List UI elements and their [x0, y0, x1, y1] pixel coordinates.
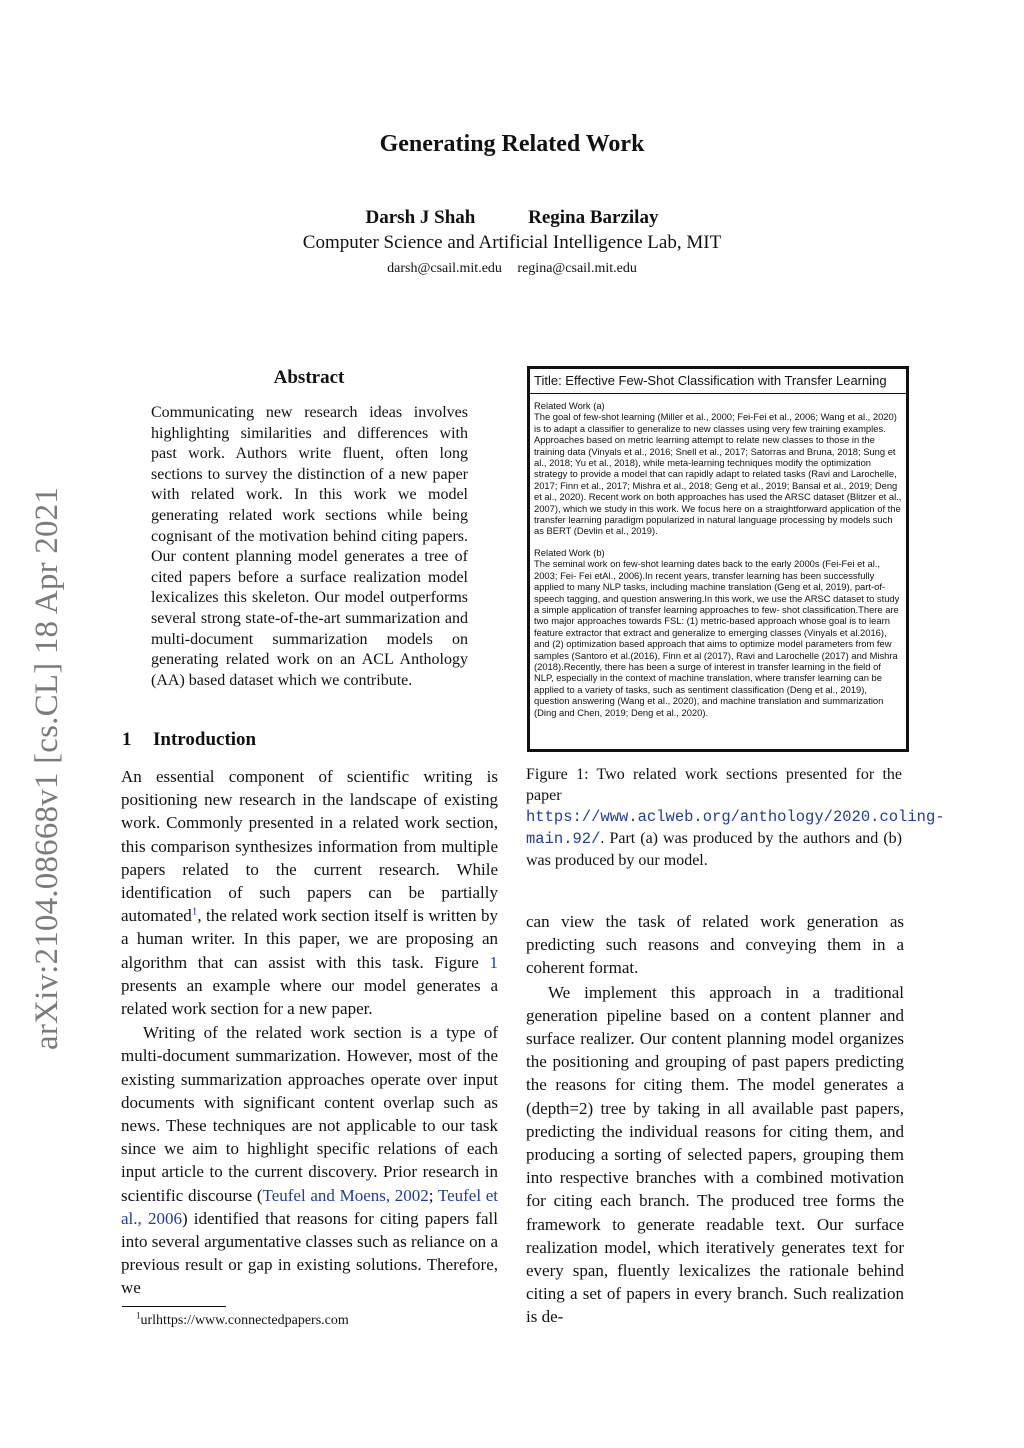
related-work-a-label: Related Work (a): [534, 400, 605, 411]
author-email: darsh@csail.mit.edu: [387, 261, 502, 276]
author-email: regina@csail.mit.edu: [517, 261, 637, 276]
paragraph: We implement this approach in a traditional generation pipeline based on a content planner and surface realizer. Our content planning model organizes the positioning and grouping of past papers predicting the reasons for citing them. The model generates a (depth=2) tree by taking in all available past papers, predicting the individual reasons for citing them, and producing a sorting of selected papers, grouping them into respective branches with a combined motivation for citing each branch. The produced tree forms the framework to generate readable text. Our surface realization model, which iteratively generates text for every span, fluently lexicalizes the rationale behind citing a set of papers in every branch. Such realization is de-: [526, 982, 904, 1327]
arxiv-identifier: arXiv:2104.08668v1 [cs.CL] 18 Apr 2021: [29, 486, 65, 1050]
figure-reference-link[interactable]: 1: [489, 952, 498, 972]
paper-title: Generating Related Work: [379, 131, 645, 157]
figure-1-caption: [526, 764, 945, 871]
text-span: , the related work section itself is written by a human writer. In this paper, we are proposing an algorithm that can assist with this task. Figure: [121, 906, 498, 972]
text-span: An essential component of scientific writing is positioning new research in the landscape of existing work. Commonly presented in a related work section, this comparison synthesizes information from multiple papers related to the current research. While identification of such papers can be partially automated: [121, 767, 498, 926]
paragraph: [121, 1021, 498, 1299]
related-work-b-label: Related Work (b): [534, 546, 605, 558]
section-title: Introduction: [153, 729, 257, 750]
author-name: Darsh J Shah: [365, 207, 476, 228]
text-span: ) identified that reasons for citing papers fall into several argumentative classes such as reliance on a previous result or gap in existing solutions. Therefore, we: [121, 1208, 498, 1298]
footnote-mark: 1: [136, 1310, 141, 1321]
left-column-body: [121, 765, 498, 1300]
paragraph: [121, 765, 498, 1020]
author-emails: [0, 261, 1024, 277]
section-heading: [122, 729, 256, 751]
paragraph: can view the task of related work generation as predicting such reasons and conveying them in a coherent format.: [526, 912, 904, 978]
text-span: presents an example where our model generates a related work section for a new paper.: [121, 975, 498, 1019]
footnote-rule: [122, 1306, 226, 1307]
abstract-heading: Abstract: [273, 367, 345, 388]
footnote: [136, 1310, 349, 1329]
text-span: Writing of the related work section is a type of multi-document summarization. However, most of the existing summarization approaches operate over input documents with significant content overlap such as news. These techniques are not applicable to our task since we aim to highlight specific relations of each input article to the current discovery. Prior research in scientific discourse (: [121, 1023, 498, 1205]
caption-text: Figure 1: Two related work sections presented for the paper: [526, 766, 902, 804]
related-work-b-text: The seminal work on few-shot learning dates back to the early 2000s (Fei-Fei et al., 2003; Fei- Fei etAl., 2006).In recent years, transfer learning has been successfully applied to many NLP tasks, including machine translation (Geng et al, 2019), part-of-speech tagging, and question answering.In this work, we use the ARSC dataset to study a simple application of transfer learning approaches to few- shot classification.There are two major approaches towards FSL: (1) metric-based approach whose goal is to learn feature extractor that extract and generalize to emerging classes (Vinyals et al.2016), and (2) optimization based approach that aims to optimize model parameters from few samples (Santoro et al.(2016), Finn et al (2017), Ravi and Larochelle (2017) and Mishra (2018).Recently, there has been a surge of interest in transfer learning in the field of NLP, especially in the context of machine translation, where transfer learning can be applied to a variety of tasks, such as sentiment classification (Deng et al., 2019), question answering (Wang et al., 2020), and machine translation and summarization (Ding and Chen, 2019; Deng et al., 2020).: [534, 558, 900, 718]
author-list: [0, 207, 1024, 229]
section-number: 1: [122, 729, 132, 750]
footnote-text: urlhttps://www.connectedpapers.com: [140, 1313, 349, 1328]
spacer: [534, 537, 902, 547]
caption-url-link[interactable]: https://www.aclweb.org/anthology/2020.coling-main.92/: [526, 808, 945, 848]
right-column-body: [526, 910, 904, 1329]
related-work-a-text: The goal of few-shot learning (Miller et al., 2000; Fei-Fei et al., 2006; Wang et al., 2020) is to adapt a classifier to generalize to new classes using very few training examples. Approaches based on metric learning attempt to relate new classes to those in the training data (Vinyals et al., 2016; Snell et al., 2017; Satorras and Bruna, 2018; Sung et al., 2018; Yu et al., 2018), while meta-learning techniques modify the optimization strategy to provide a model that can rapidly adapt to related tasks (Ravi and Larochelle, 2017; Finn et al., 2017; Mishra et al., 2018; Geng et al., 2019; Bansal et al., 2019; Deng et al., 2020). Recent work on both approaches has used the ARSC dataset (Blitzer et al., 2007), which we study in this work. We focus here on a straightforward application of the transfer learning paradigm popularized in natural language processing by models such as BERT (Devlin et al., 2019).: [534, 411, 902, 537]
text-span: ;: [428, 1185, 438, 1205]
footnote-marker[interactable]: 1: [191, 905, 198, 918]
author-name: Regina Barzilay: [528, 207, 659, 228]
citation-link[interactable]: Teufel and Moens, 2002: [262, 1185, 429, 1205]
abstract-text: Communicating new research ideas involves highlighting similarities and differences with past work. Authors write fluent, often long sections to survey the distinction of a new paper with related work. In this work we model generating related work sections while being cognisant of the motivation behind citing papers. Our content planning model generates a tree of cited papers before a surface realization model lexicalizes this skeleton. Our model outperforms several strong state-of-the-art summarization and multi-document summarization models on generating related work on an ACL Anthology (AA) based dataset which we contribute.: [151, 404, 468, 689]
figure-paper-title: Title: Effective Few-Shot Classification with Transfer Learning: [530, 372, 906, 394]
affiliation: Computer Science and Artificial Intelligence Lab, MIT: [302, 232, 722, 253]
figure-1-box: [527, 366, 909, 752]
caption-text: . Part (a) was produced by the authors and (b) was produced by our model.: [526, 830, 902, 869]
citation-link[interactable]: Teufel et al., 2006: [121, 1185, 498, 1228]
